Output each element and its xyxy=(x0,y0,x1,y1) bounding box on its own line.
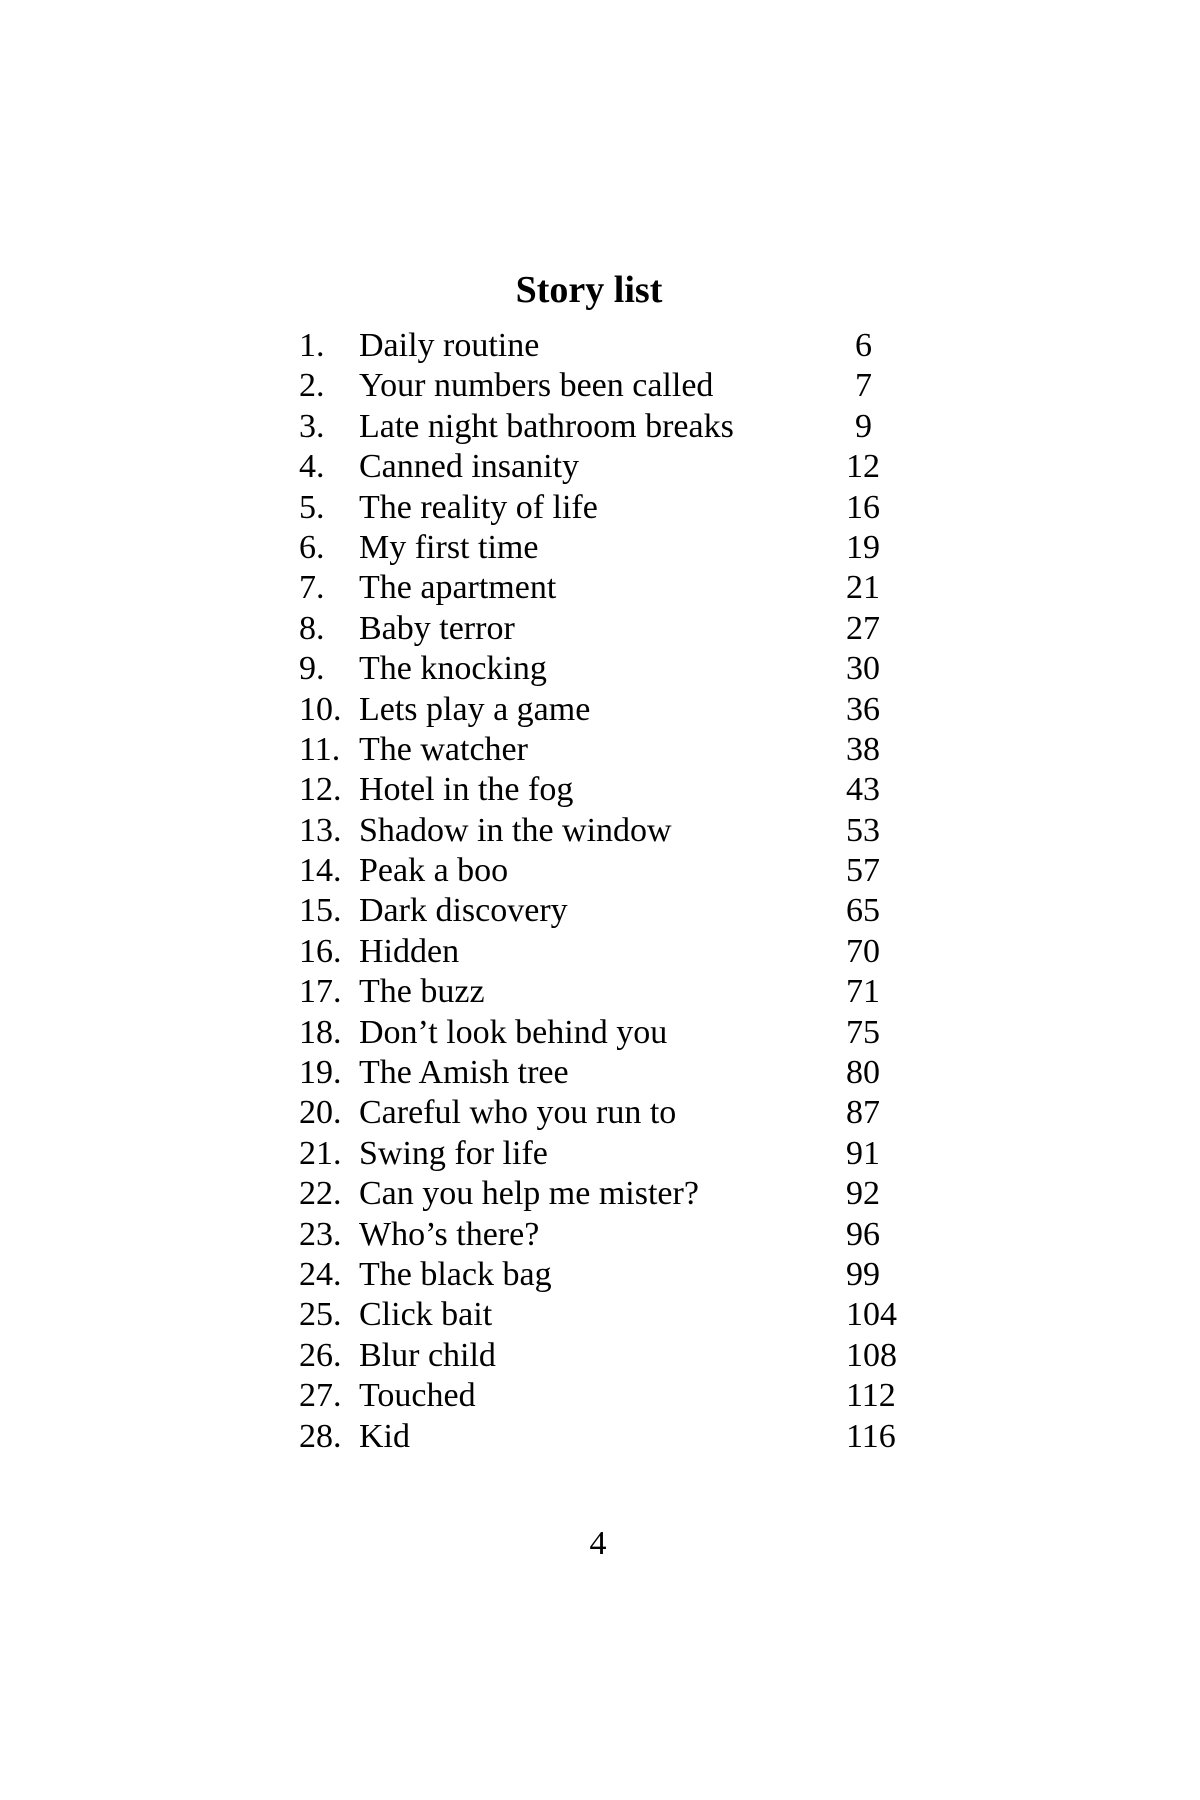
entry-number: 6. xyxy=(299,528,325,566)
list-item xyxy=(299,1174,919,1214)
entry-title: Don’t look behind you xyxy=(359,1013,668,1051)
entry-page: 43 xyxy=(846,771,880,809)
entry-page: 112 xyxy=(846,1377,896,1415)
entry-page: 108 xyxy=(846,1336,897,1374)
entry-title: Who’s there? xyxy=(359,1215,540,1253)
entry-page: 116 xyxy=(846,1417,896,1455)
list-item xyxy=(299,690,919,730)
list-item xyxy=(299,649,919,689)
entry-page: 57 xyxy=(846,852,880,890)
entry-page: 27 xyxy=(846,609,880,647)
entry-number: 27. xyxy=(299,1377,342,1415)
entry-number: 10. xyxy=(299,690,342,728)
entry-page: 80 xyxy=(846,1054,880,1092)
entry-title: The apartment xyxy=(359,569,557,607)
entry-title: Swing for life xyxy=(359,1134,548,1172)
entry-number: 17. xyxy=(299,973,342,1011)
entry-title: Careful who you run to xyxy=(359,1094,677,1132)
entry-page: 71 xyxy=(846,973,880,1011)
entry-number: 1. xyxy=(299,327,325,364)
entry-page: 36 xyxy=(846,690,880,728)
entry-number: 23. xyxy=(299,1215,342,1253)
entry-page: 6 xyxy=(855,327,872,364)
entry-number: 2. xyxy=(299,367,325,405)
entry-title: The buzz xyxy=(359,973,485,1011)
list-item xyxy=(299,1013,919,1053)
list-item xyxy=(299,972,919,1012)
entry-page: 53 xyxy=(846,811,880,849)
entry-page: 38 xyxy=(846,730,880,768)
entry-page: 92 xyxy=(846,1175,880,1213)
list-item xyxy=(299,730,919,770)
list-item xyxy=(299,366,919,406)
list-item xyxy=(299,932,919,972)
list-item xyxy=(299,1376,919,1416)
entry-title: Hidden xyxy=(359,932,460,970)
entry-title: Lets play a game xyxy=(359,690,591,728)
entry-number: 21. xyxy=(299,1134,342,1172)
list-item xyxy=(299,488,919,528)
list-item xyxy=(299,851,919,891)
entry-title: Click bait xyxy=(359,1296,493,1334)
entry-number: 4. xyxy=(299,448,325,486)
entry-page: 9 xyxy=(855,407,872,445)
entry-title: Daily routine xyxy=(359,327,540,364)
list-item xyxy=(299,1336,919,1376)
entry-number: 18. xyxy=(299,1013,342,1051)
entry-title: Touched xyxy=(359,1377,476,1415)
entry-page: 65 xyxy=(846,892,880,930)
entry-number: 15. xyxy=(299,892,342,930)
entry-number: 7. xyxy=(299,569,325,607)
list-item xyxy=(299,1134,919,1174)
page-title: Story list xyxy=(515,269,663,311)
entry-number: 16. xyxy=(299,932,342,970)
list-item xyxy=(299,568,919,608)
entry-page: 99 xyxy=(846,1255,880,1293)
list-item xyxy=(299,326,919,366)
entry-number: 24. xyxy=(299,1255,342,1293)
entry-title: Peak a boo xyxy=(359,852,509,890)
entry-title: Dark discovery xyxy=(359,892,568,930)
entry-number: 5. xyxy=(299,488,325,526)
entry-number: 11. xyxy=(299,730,341,768)
entry-page: 19 xyxy=(846,528,880,566)
entry-title: The reality of life xyxy=(359,488,598,526)
story-list xyxy=(299,326,919,1457)
entry-number: 13. xyxy=(299,811,342,849)
entry-page: 21 xyxy=(846,569,880,607)
entry-title: Hotel in the fog xyxy=(359,771,574,809)
entry-page: 96 xyxy=(846,1215,880,1253)
entry-page: 16 xyxy=(846,488,880,526)
page-number: 4 xyxy=(589,1525,607,1562)
entry-title: The Amish tree xyxy=(359,1054,569,1092)
entry-page: 7 xyxy=(855,367,872,405)
entry-title: Canned insanity xyxy=(359,448,580,486)
entry-title: The watcher xyxy=(359,730,528,768)
entry-title: The black bag xyxy=(359,1255,552,1293)
entry-number: 28. xyxy=(299,1417,342,1455)
entry-title: Late night bathroom breaks xyxy=(359,407,734,445)
entry-title: Can you help me mister? xyxy=(359,1175,699,1213)
entry-title: Shadow in the window xyxy=(359,811,672,849)
entry-page: 12 xyxy=(846,448,880,486)
list-item xyxy=(299,1417,919,1457)
entry-page: 87 xyxy=(846,1094,880,1132)
list-item xyxy=(299,1255,919,1295)
list-item xyxy=(299,528,919,568)
entry-number: 3. xyxy=(299,407,325,445)
entry-page: 104 xyxy=(846,1296,897,1334)
list-item xyxy=(299,891,919,931)
list-item xyxy=(299,811,919,851)
list-item xyxy=(299,1093,919,1133)
list-item xyxy=(299,1215,919,1255)
entry-title: Blur child xyxy=(359,1336,496,1374)
entry-page: 91 xyxy=(846,1134,880,1172)
entry-page: 70 xyxy=(846,932,880,970)
entry-title: Baby terror xyxy=(359,609,515,647)
list-item xyxy=(299,609,919,649)
entry-page: 75 xyxy=(846,1013,880,1051)
list-item xyxy=(299,1053,919,1093)
entry-number: 9. xyxy=(299,650,325,688)
entry-number: 25. xyxy=(299,1296,342,1334)
entry-number: 14. xyxy=(299,852,342,890)
entry-number: 19. xyxy=(299,1054,342,1092)
entry-number: 8. xyxy=(299,609,325,647)
list-item xyxy=(299,770,919,810)
entry-title: The knocking xyxy=(359,650,547,688)
entry-number: 12. xyxy=(299,771,342,809)
entry-number: 26. xyxy=(299,1336,342,1374)
entry-title: My first time xyxy=(359,528,539,566)
list-item xyxy=(299,1295,919,1335)
entry-title: Your numbers been called xyxy=(359,367,714,405)
list-item xyxy=(299,407,919,447)
list-item xyxy=(299,447,919,487)
entry-title: Kid xyxy=(359,1417,410,1455)
entry-page: 30 xyxy=(846,650,880,688)
entry-number: 22. xyxy=(299,1175,342,1213)
entry-number: 20. xyxy=(299,1094,342,1132)
